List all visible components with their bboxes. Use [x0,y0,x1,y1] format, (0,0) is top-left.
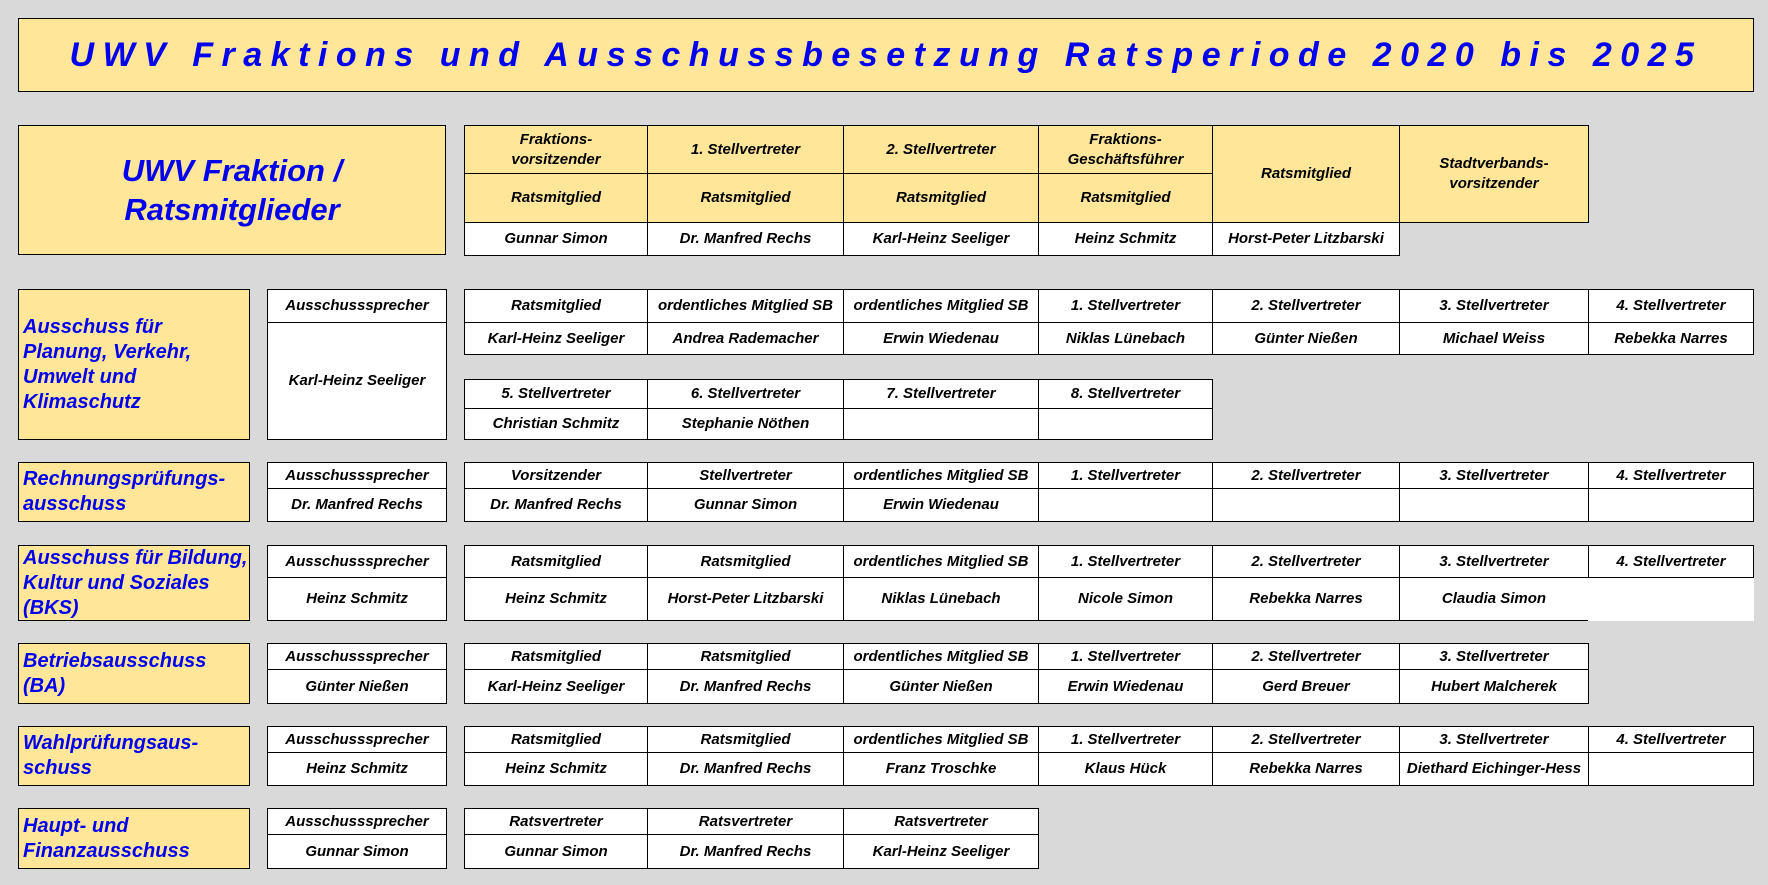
member-cell: Gunnar Simon [464,834,648,869]
role-cell: 4. Stellvertreter [1588,545,1754,578]
fraktion-role-sub: Ratsmitglied [1038,173,1213,223]
role-cell: Stellvertreter [647,462,844,489]
role-cell: 4. Stellvertreter [1588,289,1754,323]
role-cell: Ratsmitglied [464,643,648,670]
fraktion-role-sub: Ratsmitglied [647,173,844,223]
role-cell: 1. Stellvertreter [1038,643,1213,670]
role-cell: 2. Stellvertreter [1212,643,1400,670]
fraktion-label-line1: UWV Fraktion / [121,153,343,188]
committee-name: Rechnungsprüfungs-ausschuss [18,462,250,522]
role-cell: 5. Stellvertreter [464,379,648,409]
fraktion-role-sub: Ratsmitglied [464,173,648,223]
member-cell [1588,752,1754,786]
member-cell: Hubert Malcherek [1399,669,1589,704]
member-cell [1588,577,1754,621]
role-cell: 6. Stellvertreter [647,379,844,409]
role-cell: 2. Stellvertreter [1212,726,1400,753]
member-cell: Günter Nießen [843,669,1039,704]
speaker-name: Günter Nießen [267,669,447,704]
member-cell: Erwin Wiedenau [1038,669,1213,704]
member-cell [1588,488,1754,522]
speaker-label: Ausschusssprecher [267,545,447,578]
member-cell: Rebekka Narres [1212,752,1400,786]
role-cell: ordentliches Mitglied SB [843,545,1039,578]
role-cell: Ratsvertreter [647,808,844,835]
member-cell: Dr. Manfred Rechs [647,669,844,704]
speaker-name: Karl-Heinz Seeliger [267,322,447,440]
role-cell: 3. Stellvertreter [1399,545,1589,578]
member-cell: Karl-Heinz Seeliger [464,322,648,355]
role-cell: 3. Stellvertreter [1399,643,1589,670]
speaker-name: Heinz Schmitz [267,577,447,621]
member-cell: Gunnar Simon [647,488,844,522]
fraktion-role-header: Ratsmitglied [1212,125,1400,223]
fraktion-role-sub: Ratsmitglied [843,173,1039,223]
role-cell: ordentliches Mitglied SB [843,462,1039,489]
member-cell [843,408,1039,440]
member-cell: Christian Schmitz [464,408,648,440]
fraktion-member-name: Dr. Manfred Rechs [647,222,844,256]
member-cell: Rebekka Narres [1588,322,1754,355]
member-cell: Dr. Manfred Rechs [647,752,844,786]
member-cell: Karl-Heinz Seeliger [843,834,1039,869]
member-cell: Heinz Schmitz [464,577,648,621]
role-cell: ordentliches Mitglied SB [647,289,844,323]
speaker-name: Gunnar Simon [267,834,447,869]
role-cell: Ratsmitglied [464,289,648,323]
role-cell: 3. Stellvertreter [1399,726,1589,753]
member-cell: Erwin Wiedenau [843,322,1039,355]
member-cell: Diethard Eichinger-Hess [1399,752,1589,786]
speaker-label: Ausschusssprecher [267,643,447,670]
role-cell: Ratsmitglied [464,545,648,578]
role-cell: 2. Stellvertreter [1212,462,1400,489]
fraktion-label-line2: Ratsmitglieder [124,192,340,227]
fraktion-role-header: Stadtverbands- vorsitzender [1399,125,1589,223]
member-cell [1038,488,1213,522]
member-cell: Gerd Breuer [1212,669,1400,704]
member-cell: Heinz Schmitz [464,752,648,786]
role-cell: Ratsvertreter [843,808,1039,835]
speaker-label: Ausschusssprecher [267,808,447,835]
fraktion-member-name: Gunnar Simon [464,222,648,256]
role-cell: Ratsmitglied [647,643,844,670]
member-cell: Claudia Simon [1399,577,1589,621]
member-cell: Michael Weiss [1399,322,1589,355]
page-title: UWV Fraktions und Ausschussbesetzung Ratsperiode 2020 bis 2025 [18,18,1754,92]
role-cell: Ratsmitglied [647,726,844,753]
fraktion-member-name: Karl-Heinz Seeliger [843,222,1039,256]
role-cell: 4. Stellvertreter [1588,462,1754,489]
committee-name: Wahlprüfungsaus-schuss [18,726,250,786]
role-cell: 2. Stellvertreter [1212,289,1400,323]
speaker-name: Heinz Schmitz [267,752,447,786]
role-cell: 2. Stellvertreter [1212,545,1400,578]
role-cell: 7. Stellvertreter [843,379,1039,409]
role-cell: Ratsmitglied [647,545,844,578]
member-cell: Nicole Simon [1038,577,1213,621]
role-cell: ordentliches Mitglied SB [843,289,1039,323]
member-cell [1212,488,1400,522]
role-cell: 3. Stellvertreter [1399,462,1589,489]
member-cell: Klaus Hück [1038,752,1213,786]
fraktion-member-name: Horst-Peter Litzbarski [1212,222,1400,256]
member-cell: Karl-Heinz Seeliger [464,669,648,704]
member-cell: Niklas Lünebach [1038,322,1213,355]
speaker-label: Ausschusssprecher [267,726,447,753]
role-cell: 4. Stellvertreter [1588,726,1754,753]
fraktion-role-header: Fraktions- Geschäftsführer [1038,125,1213,174]
role-cell: Ratsmitglied [464,726,648,753]
role-cell: 8. Stellvertreter [1038,379,1213,409]
speaker-label: Ausschusssprecher [267,462,447,489]
role-cell: Ratsvertreter [464,808,648,835]
role-cell: 1. Stellvertreter [1038,462,1213,489]
member-cell: Dr. Manfred Rechs [464,488,648,522]
role-cell: 1. Stellvertreter [1038,289,1213,323]
role-cell: 1. Stellvertreter [1038,726,1213,753]
role-cell: Vorsitzender [464,462,648,489]
member-cell: Andrea Rademacher [647,322,844,355]
speaker-name: Dr. Manfred Rechs [267,488,447,522]
member-cell [1399,488,1589,522]
member-cell: Dr. Manfred Rechs [647,834,844,869]
role-cell: 1. Stellvertreter [1038,545,1213,578]
member-cell: Erwin Wiedenau [843,488,1039,522]
speaker-label: Ausschusssprecher [267,289,447,323]
committee-name: Betriebsausschuss (BA) [18,643,250,704]
member-cell: Rebekka Narres [1212,577,1400,621]
role-cell: ordentliches Mitglied SB [843,643,1039,670]
committee-name: Ausschuss für Planung, Verkehr, Umwelt und Klimaschutz [18,289,250,440]
member-cell: Stephanie Nöthen [647,408,844,440]
committee-name: Haupt- und Finanzausschuss [18,808,250,869]
fraktion-label [18,125,446,255]
member-cell [1038,408,1213,440]
fraktion-role-header: 1. Stellvertreter [647,125,844,174]
role-cell: 3. Stellvertreter [1399,289,1589,323]
member-cell: Franz Troschke [843,752,1039,786]
member-cell: Horst-Peter Litzbarski [647,577,844,621]
fraktion-member-name: Heinz Schmitz [1038,222,1213,256]
member-cell: Niklas Lünebach [843,577,1039,621]
fraktion-role-header: Fraktions- vorsitzender [464,125,648,174]
member-cell: Günter Nießen [1212,322,1400,355]
committee-name: Ausschuss für Bildung, Kultur und Soziales (BKS) [18,545,250,621]
fraktion-role-header: 2. Stellvertreter [843,125,1039,174]
role-cell: ordentliches Mitglied SB [843,726,1039,753]
